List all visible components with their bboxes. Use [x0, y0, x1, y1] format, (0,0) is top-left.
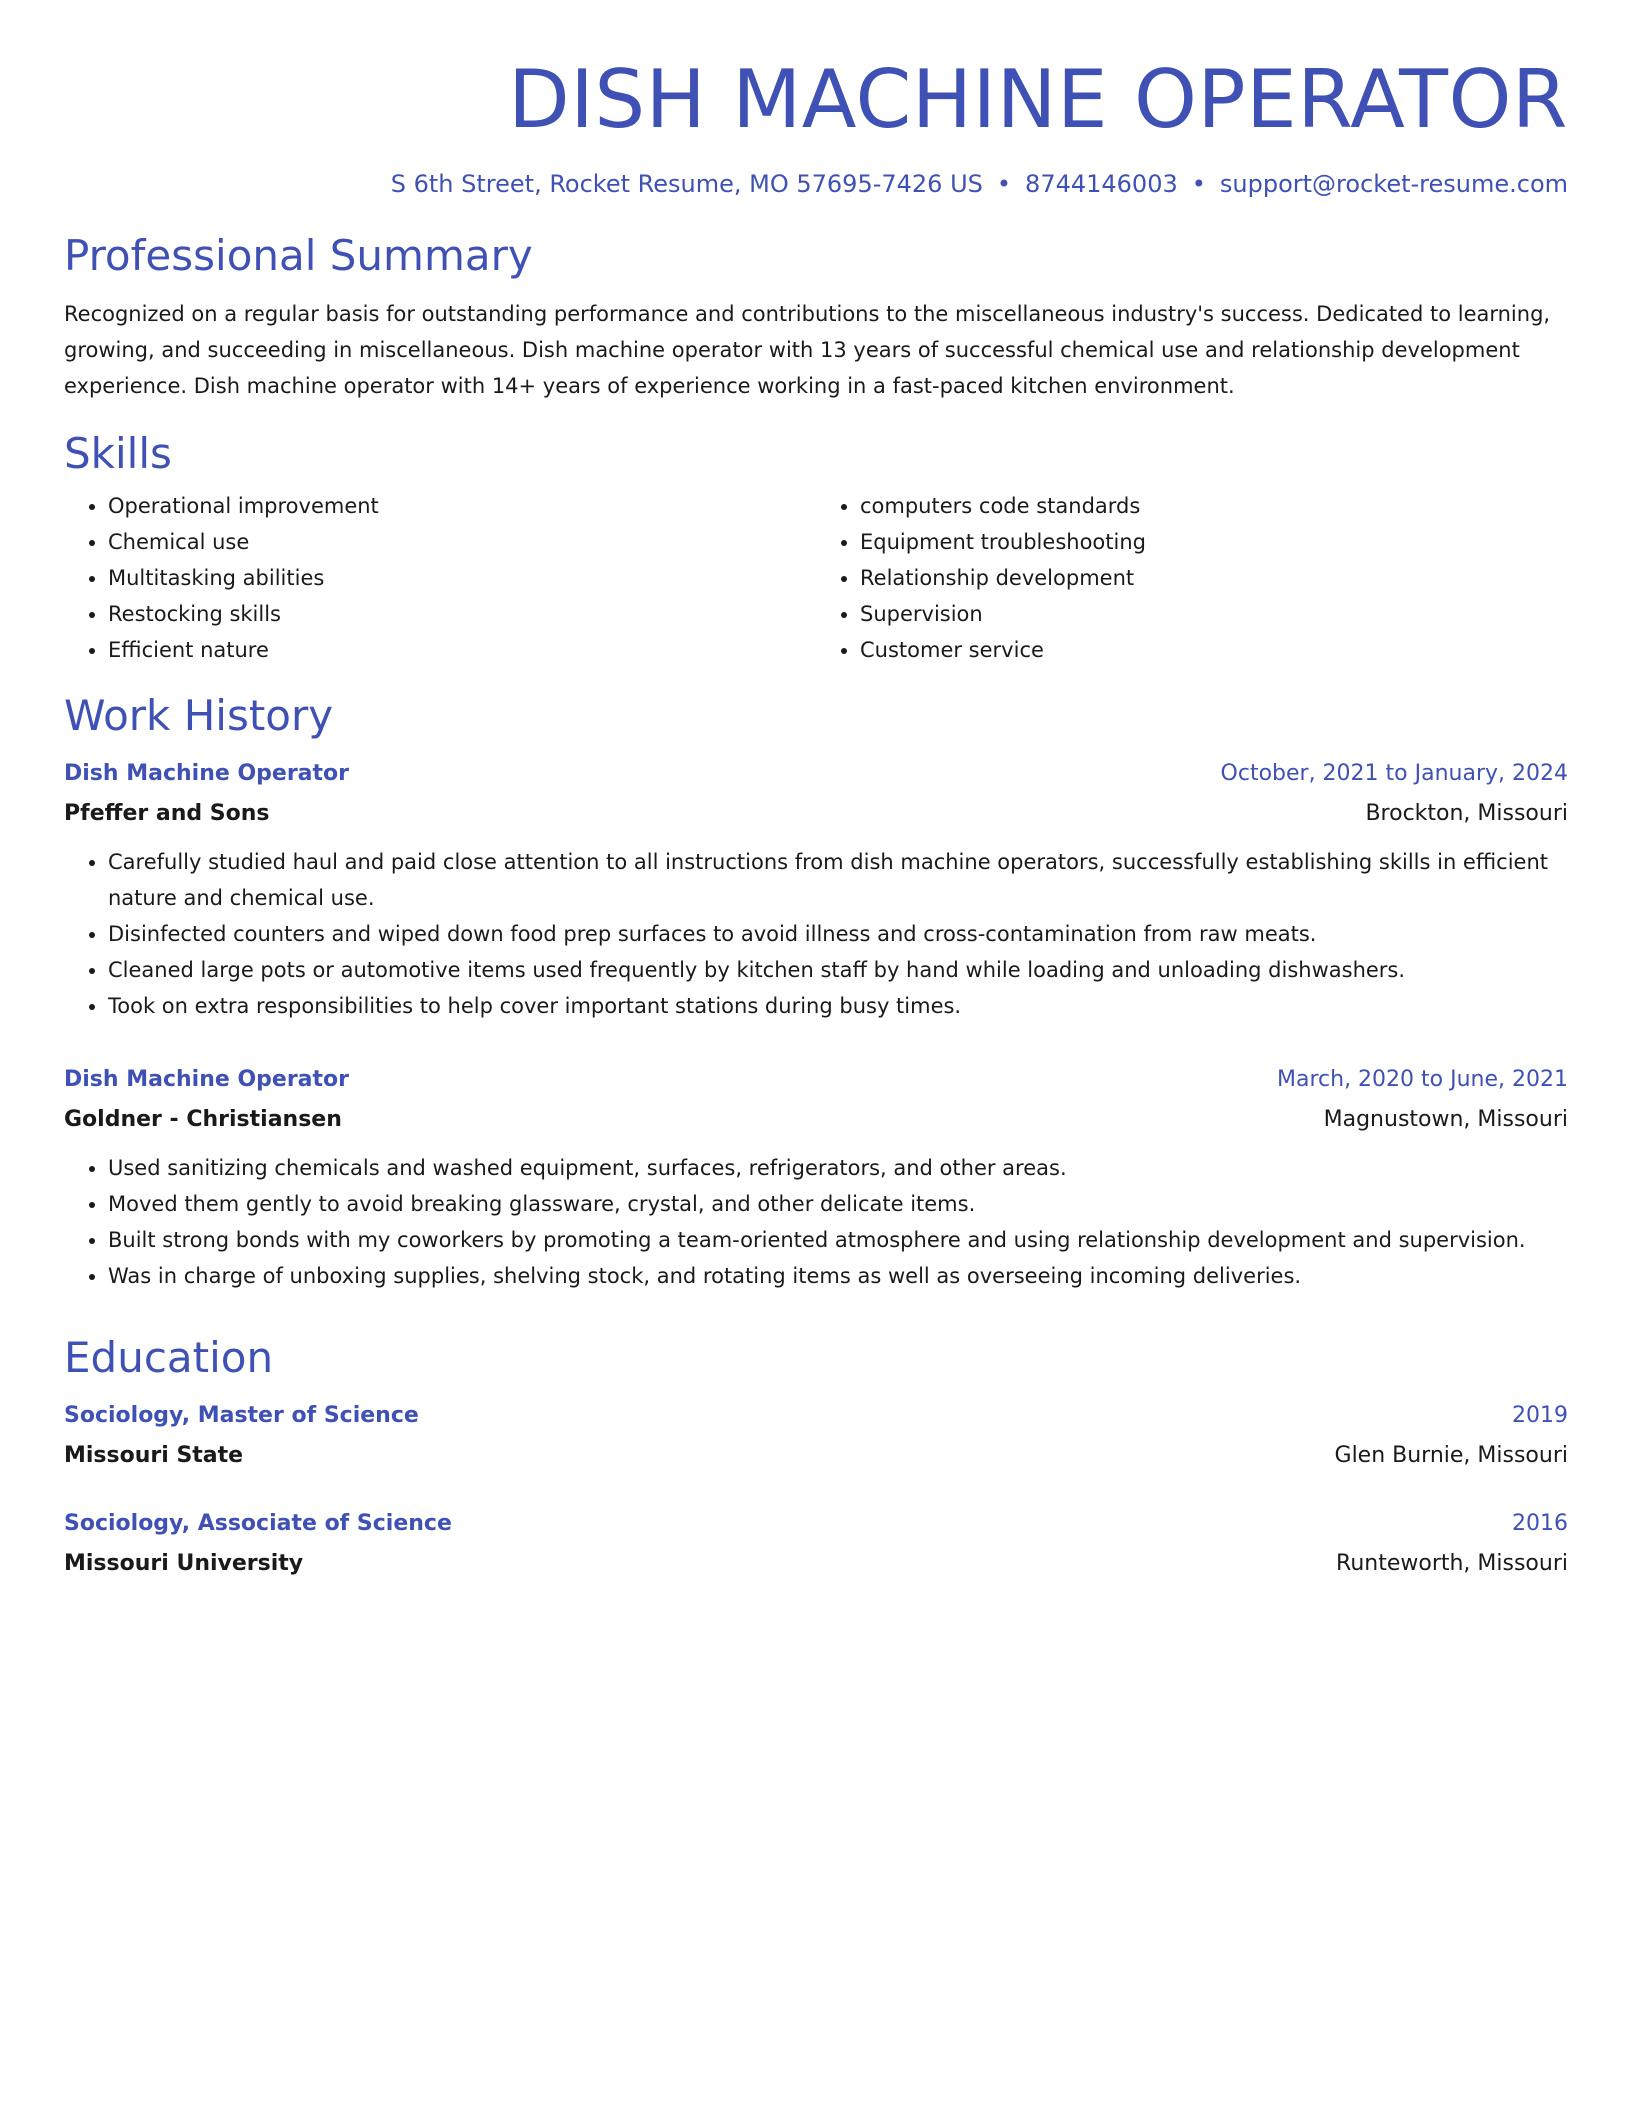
job-bullet: • Used sanitizing chemicals and washed equipment, surfaces, refrigerators, and other areas. — [108, 1150, 1568, 1186]
job-bullet: • Carefully studied haul and paid close attention to all instructions from dish machine operators, successfully establishing skills in efficient nature and chemical use. — [108, 844, 1568, 916]
job-location: Magnustown, Missouri — [1323, 1107, 1568, 1132]
job-entry — [64, 1062, 1568, 1294]
skills-list — [64, 488, 1568, 668]
skill-item: • Efficient nature — [108, 632, 816, 668]
education-location: Glen Burnie, Missouri — [1334, 1443, 1568, 1468]
skill-item: • Equipment troubleshooting — [860, 524, 1568, 560]
job-header-row — [64, 1062, 1568, 1098]
job-entry — [64, 756, 1568, 1024]
skills-column-right — [816, 488, 1568, 668]
job-dates: March, 2020 to June, 2021 — [1277, 1067, 1568, 1092]
contact-address: S 6th Street, Rocket Resume, MO 57695-7426 US — [390, 170, 983, 198]
skill-item: • Chemical use — [108, 524, 816, 560]
job-bullet: • Moved them gently to avoid breaking glassware, crystal, and other delicate items. — [108, 1186, 1568, 1222]
job-company-row — [64, 1098, 1568, 1138]
education-degree: Sociology, Associate of Science — [64, 1511, 452, 1536]
education-heading: Education — [64, 1333, 274, 1382]
job-company-row — [64, 792, 1568, 832]
skill-item: • Restocking skills — [108, 596, 816, 632]
job-title: Dish Machine Operator — [64, 761, 349, 786]
job-bullet: • Built strong bonds with my coworkers by promoting a team-oriented atmosphere and using relationship development and supervision. — [108, 1222, 1568, 1258]
skills-heading: Skills — [64, 429, 172, 478]
summary-heading: Professional Summary — [64, 231, 533, 280]
education-degree: Sociology, Master of Science — [64, 1403, 419, 1428]
contact-separator: • — [1191, 170, 1206, 198]
education-header-row — [64, 1506, 1568, 1542]
education-entry — [64, 1506, 1568, 1582]
job-company: Goldner - Christiansen — [64, 1107, 342, 1132]
job-bullets — [64, 844, 1568, 1024]
resume-name: DISH MACHINE OPERATOR — [508, 53, 1568, 146]
job-location: Brockton, Missouri — [1365, 801, 1568, 826]
education-header-row — [64, 1398, 1568, 1434]
summary-text: Recognized on a regular basis for outstanding performance and contributions to the miscellaneous industry's success. Dedicated to learning, growing, and succeeding in miscellaneous. Dish machine operator with 13 years of successful chemical use and relationship development experience. Dish machine operator with 14+ years of experience working in a fast-paced kitchen environment. — [64, 302, 1551, 398]
job-header-row — [64, 756, 1568, 792]
education-year: 2016 — [1512, 1511, 1568, 1536]
work-history-heading: Work History — [64, 691, 334, 740]
job-bullet: • Was in charge of unboxing supplies, shelving stock, and rotating items as well as overseeing incoming deliveries. — [108, 1258, 1568, 1294]
job-bullet: • Cleaned large pots or automotive items used frequently by kitchen staff by hand while loading and unloading dishwashers. — [108, 952, 1568, 988]
contact-separator: • — [996, 170, 1012, 198]
contact-line — [64, 168, 1568, 200]
job-bullet: • Took on extra responsibilities to help cover important stations during busy times. — [108, 988, 1568, 1024]
skill-item: • computers code standards — [860, 488, 1568, 524]
job-bullets — [64, 1150, 1568, 1294]
contact-email[interactable]: support@rocket-resume.com — [1219, 170, 1568, 198]
education-entry — [64, 1398, 1568, 1474]
education-location: Runteworth, Missouri — [1336, 1551, 1568, 1576]
skills-column-left — [64, 488, 816, 668]
education-school: Missouri State — [64, 1443, 244, 1468]
skill-item: • Operational improvement — [108, 488, 816, 524]
job-dates: October, 2021 to January, 2024 — [1220, 761, 1568, 786]
contact-phone: 8744146003 — [1025, 170, 1178, 198]
skill-item: • Customer service — [860, 632, 1568, 668]
skill-item: • Supervision — [860, 596, 1568, 632]
education-year: 2019 — [1512, 1403, 1568, 1428]
education-school: Missouri University — [64, 1551, 304, 1576]
skill-item: • Multitasking abilities — [108, 560, 816, 596]
education-school-row — [64, 1542, 1568, 1582]
job-bullet: • Disinfected counters and wiped down food prep surfaces to avoid illness and cross-contamination from raw meats. — [108, 916, 1568, 952]
education-school-row — [64, 1434, 1568, 1474]
skill-item: • Relationship development — [860, 560, 1568, 596]
job-company: Pfeffer and Sons — [64, 801, 270, 826]
job-title: Dish Machine Operator — [64, 1067, 349, 1092]
